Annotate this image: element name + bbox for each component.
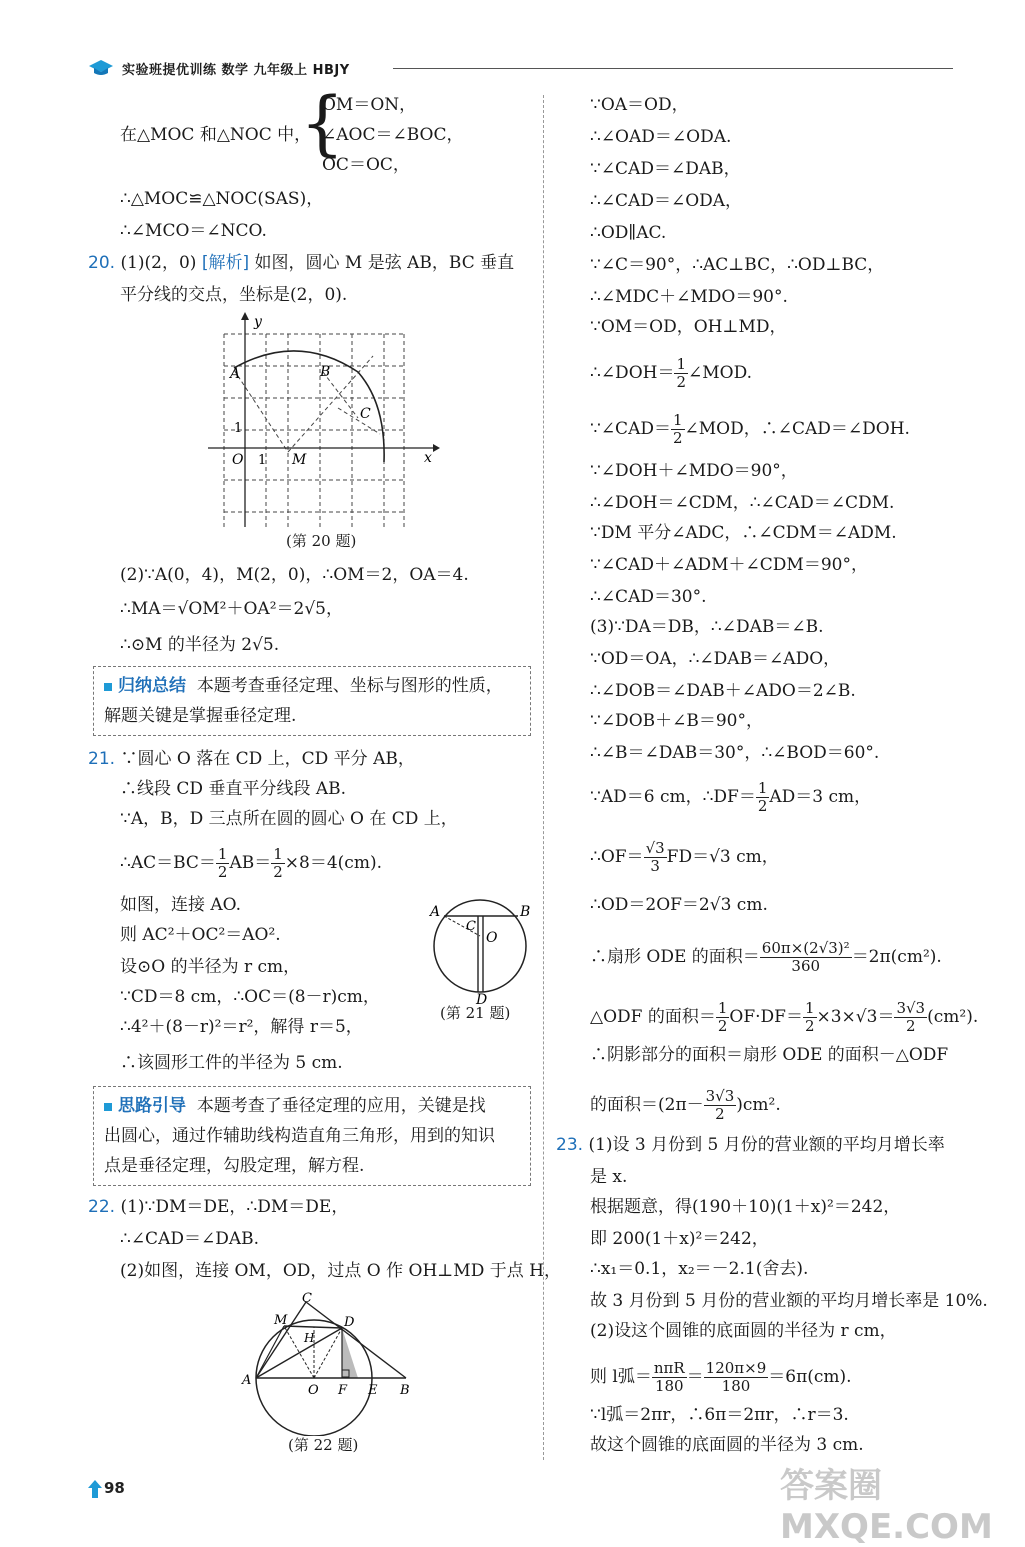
- answer-text: ∴AC＝BC＝: [120, 853, 216, 873]
- fraction-half: $\frac{1}{2}$: [217, 845, 228, 881]
- text-line: ∴∠B＝∠DAB＝30°，∴∠BOD＝60°.: [590, 743, 880, 763]
- summary-tip-box: [93, 666, 531, 736]
- text-line: ∴该圆形工件的半径为 5 cm.: [120, 1053, 343, 1073]
- text-line: ∴∠CAD＝∠DAB.: [120, 1229, 260, 1249]
- answer-text: ＝6π(cm).: [768, 1367, 852, 1387]
- text-line: ∴线段 CD 垂直平分线段 AB.: [120, 779, 347, 799]
- text-line: ∵∠DOH＋∠MDO＝90°，: [590, 461, 798, 481]
- text-line: ∴∠CAD＝30°.: [590, 587, 707, 607]
- label-C: C: [360, 406, 371, 422]
- figure-21-caption: (第 21 题): [440, 1004, 511, 1022]
- label-F: F: [338, 1383, 348, 1398]
- watermark: [780, 1458, 1025, 1547]
- text-line: ∵∠DOB＋∠B＝90°，: [590, 711, 763, 731]
- label-A: A: [230, 366, 241, 382]
- system-line-1: OM＝ON，: [322, 95, 417, 115]
- answer-text: ∵AD＝6 cm，∴DF＝: [590, 787, 756, 807]
- figure-20-caption: (第 20 题): [286, 532, 357, 550]
- page-number: 98: [104, 1479, 125, 1497]
- label-E: E: [368, 1383, 378, 1398]
- label-B: B: [520, 904, 531, 920]
- label-C: C: [466, 919, 476, 934]
- answer-text: OF·DF＝: [729, 1007, 803, 1027]
- text-line: ∴MA＝√OM²＋OA²＝2√5，: [120, 599, 343, 619]
- answer-text: ∠MOD，∴∠CAD＝∠DOH.: [684, 419, 910, 439]
- label-M: M: [292, 452, 307, 468]
- answer-text: (1)∵DM＝DE，∴DM＝DE，: [120, 1197, 349, 1217]
- text-line: 故这个圆锥的底面圆的半径为 3 cm.: [590, 1435, 864, 1455]
- label-C: C: [302, 1291, 312, 1306]
- text-line: ∵CD＝8 cm，∴OC＝(8－r)cm，: [120, 987, 380, 1007]
- text-line-with-fraction: [590, 840, 779, 875]
- text-line: (2)设这个圆锥的底面圆的半径为 r cm，: [590, 1321, 897, 1341]
- text-line-with-fraction: [590, 412, 910, 447]
- figure-22: [238, 1290, 424, 1436]
- label-B: B: [320, 364, 331, 380]
- text-line: ∴OD＝2OF＝2√3 cm.: [590, 895, 768, 915]
- label-O: O: [232, 452, 244, 468]
- answer-text: (1)设 3 月份到 5 月份的营业额的平均月增长率: [588, 1135, 945, 1155]
- fraction-sector-area: $\frac{\text{60π×(2√3)²}}{360}$: [761, 939, 850, 975]
- answer-text: ×8＝4(cm).: [284, 853, 382, 873]
- system-brace: {: [300, 82, 345, 164]
- answer-text: 如图，圆心 M 是弦 AB，BC 垂直: [254, 253, 515, 273]
- question-22: [88, 1194, 348, 1220]
- fraction-3sqrt3-over-2: $\frac{3√3}{2}$: [705, 1087, 735, 1123]
- answer-text: 则 l弧＝: [590, 1367, 652, 1387]
- text-line: 如图，连接 AO.: [120, 895, 242, 915]
- answer-text: AD＝3 cm，: [769, 787, 872, 807]
- fraction-half: $\frac{1}{2}$: [273, 845, 283, 881]
- answer-text: ∴OF＝: [590, 847, 644, 867]
- question-number: 23.: [556, 1135, 584, 1155]
- question-number: 21.: [88, 749, 116, 769]
- answer-text: )cm².: [736, 1095, 781, 1115]
- text-line: 是 x.: [590, 1167, 628, 1187]
- summary-tip-text: 本题考查垂径定理、坐标与图形的性质，: [196, 676, 503, 696]
- answer-text: ×3×√3＝: [816, 1007, 895, 1027]
- answer-text: ∠MOD.: [688, 363, 753, 383]
- question-number: 22.: [88, 1197, 116, 1217]
- summary-tip-line-1: [104, 673, 503, 699]
- text-line: ∵A，B，D 三点所在圆的圆心 O 在 CD 上，: [120, 809, 458, 829]
- column-divider: [543, 95, 544, 1460]
- label-O: O: [308, 1383, 319, 1398]
- system-prefix: 在△MOC 和△NOC 中，: [120, 125, 312, 145]
- fraction-sqrt3-over-3: $\frac{√3}{3}$: [645, 839, 665, 875]
- text-line: ∵OD＝OA，∴∠DAB＝∠ADO，: [590, 649, 841, 669]
- text-line-with-fraction: [590, 1360, 852, 1395]
- page-number-badge: [92, 1478, 140, 1500]
- fraction-half: $\frac{1}{2}$: [717, 999, 728, 1035]
- text-line: 设⊙O 的半径为 r cm，: [120, 957, 301, 977]
- text-line: ∴△MOC≌△NOC(SAS)，: [120, 189, 324, 209]
- text-line: ∵OA＝OD，: [590, 95, 689, 115]
- text-line: ∴∠MCO＝∠NCO.: [120, 221, 267, 241]
- answer-text: 的面积＝(2π－: [590, 1095, 704, 1115]
- text-line-with-fraction: [590, 1088, 781, 1123]
- answer-text: ∵圆心 O 落在 CD 上，CD 平分 AB，: [120, 749, 415, 769]
- figure-20: [208, 312, 444, 532]
- answer-text: ＝2π(cm²).: [851, 947, 942, 967]
- question-21: [88, 746, 415, 772]
- text-line: ∵∠CAD＝∠DAB，: [590, 159, 741, 179]
- answer-text: ∵∠CAD＝: [590, 419, 671, 439]
- text-line: ∴∠CAD＝∠ODA，: [590, 191, 743, 211]
- guide-tip-line-3: 点是垂径定理，勾股定理，解方程.: [104, 1156, 365, 1176]
- guide-tip-box: [93, 1086, 531, 1186]
- label-D: D: [344, 1315, 355, 1330]
- text-line: ∴阴影部分的面积＝扇形 ODE 的面积－△ODF: [590, 1045, 949, 1065]
- text-line: 平分线的交点，坐标是(2，0).: [120, 285, 348, 305]
- header-rule: [393, 68, 953, 69]
- text-line: ∴x₁＝0.1，x₂＝－2.1(舍去).: [590, 1259, 809, 1279]
- guide-tip-line-1: [104, 1093, 486, 1119]
- analysis-tag: [解析]: [201, 253, 250, 273]
- question-number: 20.: [88, 253, 116, 273]
- text-line: 根据题意，得(190＋10)(1＋x)²＝242，: [590, 1197, 901, 1217]
- text-line: ∴∠OAD＝∠ODA.: [590, 127, 732, 147]
- question-20: [88, 250, 514, 276]
- graduation-cap-icon: [88, 58, 114, 78]
- text-line: ∵∠CAD＋∠ADM＋∠CDM＝90°，: [590, 555, 868, 575]
- text-line-with-fraction: [590, 1000, 978, 1035]
- summary-tip-line-2: 解题关键是掌握垂径定理.: [104, 706, 297, 726]
- answer-text: FD＝√3 cm，: [666, 847, 779, 867]
- fraction-half: $\frac{1}{2}$: [676, 355, 686, 391]
- figure-22-caption: (第 22 题): [288, 1436, 359, 1454]
- figure-21: [426, 896, 536, 1006]
- text-line: (2)如图，连接 OM，OD，过点 O 作 OH⊥MD 于点 H，: [120, 1261, 561, 1281]
- label-D: D: [476, 992, 488, 1006]
- watermark-logo: 答案圈 MXQE.COM: [780, 1466, 993, 1547]
- system-line-3: OC＝OC，: [322, 155, 410, 175]
- arrow-up-icon: [88, 1480, 102, 1498]
- label-H: H: [304, 1331, 315, 1345]
- label-one-y: 1: [234, 421, 243, 436]
- text-line: (3)∵DA＝DB，∴∠DAB＝∠B.: [590, 617, 824, 637]
- fraction-arc-value: $\frac{120\pi\times 9}{180}$: [705, 1359, 767, 1395]
- label-one-x: 1: [258, 453, 267, 468]
- text-line: ∴⊙M 的半径为 2√5.: [120, 635, 280, 655]
- text-line: 即 200(1＋x)²＝242，: [590, 1229, 769, 1249]
- text-line: ∴∠DOB＝∠DAB＋∠ADO＝2∠B.: [590, 681, 856, 701]
- square-bullet-icon: [104, 683, 112, 691]
- answer-text: △ODF 的面积＝: [590, 1007, 716, 1027]
- text-line: (2)∵A(0，4)，M(2，0)，∴OM＝2，OA＝4.: [120, 565, 469, 585]
- guide-tip-line-2: 出圆心，通过作辅助线构造直角三角形，用到的知识: [104, 1126, 495, 1146]
- text-line: 则 AC²＋OC²＝AO².: [120, 925, 281, 945]
- text-line: ∵∠C＝90°，∴AC⊥BC，∴OD⊥BC，: [590, 255, 885, 275]
- text-line: ∴∠DOH＝∠CDM，∴∠CAD＝∠CDM.: [590, 493, 895, 513]
- system-line-2: ∠AOC＝∠BOC，: [322, 125, 464, 145]
- label-O: O: [486, 930, 498, 946]
- text-line-with-fraction: [590, 356, 752, 391]
- page-header: [88, 56, 968, 86]
- text-line-with-fraction: [590, 780, 871, 815]
- summary-tip-head: 归纳总结: [118, 676, 186, 696]
- fraction-arc-formula: $\frac{\text{nπR}}{180}$: [653, 1359, 685, 1395]
- text-line: ∴∠MDC＋∠MDO＝90°.: [590, 287, 788, 307]
- label-M: M: [274, 1313, 288, 1328]
- label-y: y: [254, 314, 262, 330]
- label-B: B: [400, 1383, 410, 1398]
- text-line: 故 3 月份到 5 月份的营业额的平均月增长率是 10%.: [590, 1291, 988, 1311]
- text-line-with-fraction: [590, 940, 942, 975]
- label-A: A: [430, 904, 441, 920]
- text-line: ∵OM＝OD，OH⊥MD，: [590, 317, 787, 337]
- answer-text: ∴扇形 ODE 的面积＝: [590, 947, 760, 967]
- text-line: ∵l弧＝2πr，∴6π＝2πr，∴r＝3.: [590, 1405, 849, 1425]
- answer-text: (1)(2，0): [120, 253, 197, 273]
- answer-text: ∴∠DOH＝: [590, 363, 675, 383]
- text-line-with-fraction: [120, 846, 382, 881]
- answer-text: AB＝: [229, 853, 272, 873]
- guide-tip-head: 思路引导: [118, 1096, 186, 1116]
- label-A: A: [242, 1373, 252, 1388]
- text-line: ∵DM 平分∠ADC，∴∠CDM＝∠ADM.: [590, 523, 897, 543]
- text-line: ∴OD∥AC.: [590, 223, 667, 243]
- text-line: ∴4²＋(8－r)²＝r²，解得 r＝5，: [120, 1017, 363, 1037]
- fraction-3sqrt3-over-2: $\frac{3√3}{2}$: [896, 999, 926, 1035]
- answer-text: (cm²).: [927, 1007, 979, 1027]
- square-bullet-icon: [104, 1103, 112, 1111]
- question-23: [556, 1132, 945, 1158]
- fraction-half: $\frac{1}{2}$: [672, 411, 683, 447]
- guide-tip-text: 本题考查了垂径定理的应用，关键是找: [196, 1096, 486, 1116]
- header-title: 实验班提优训练 数学 九年级上 HBJY: [122, 63, 350, 78]
- fraction-half: $\frac{1}{2}$: [757, 779, 768, 815]
- fraction-half: $\frac{1}{2}$: [804, 999, 815, 1035]
- answer-text: ＝: [686, 1367, 704, 1387]
- label-x: x: [424, 450, 432, 466]
